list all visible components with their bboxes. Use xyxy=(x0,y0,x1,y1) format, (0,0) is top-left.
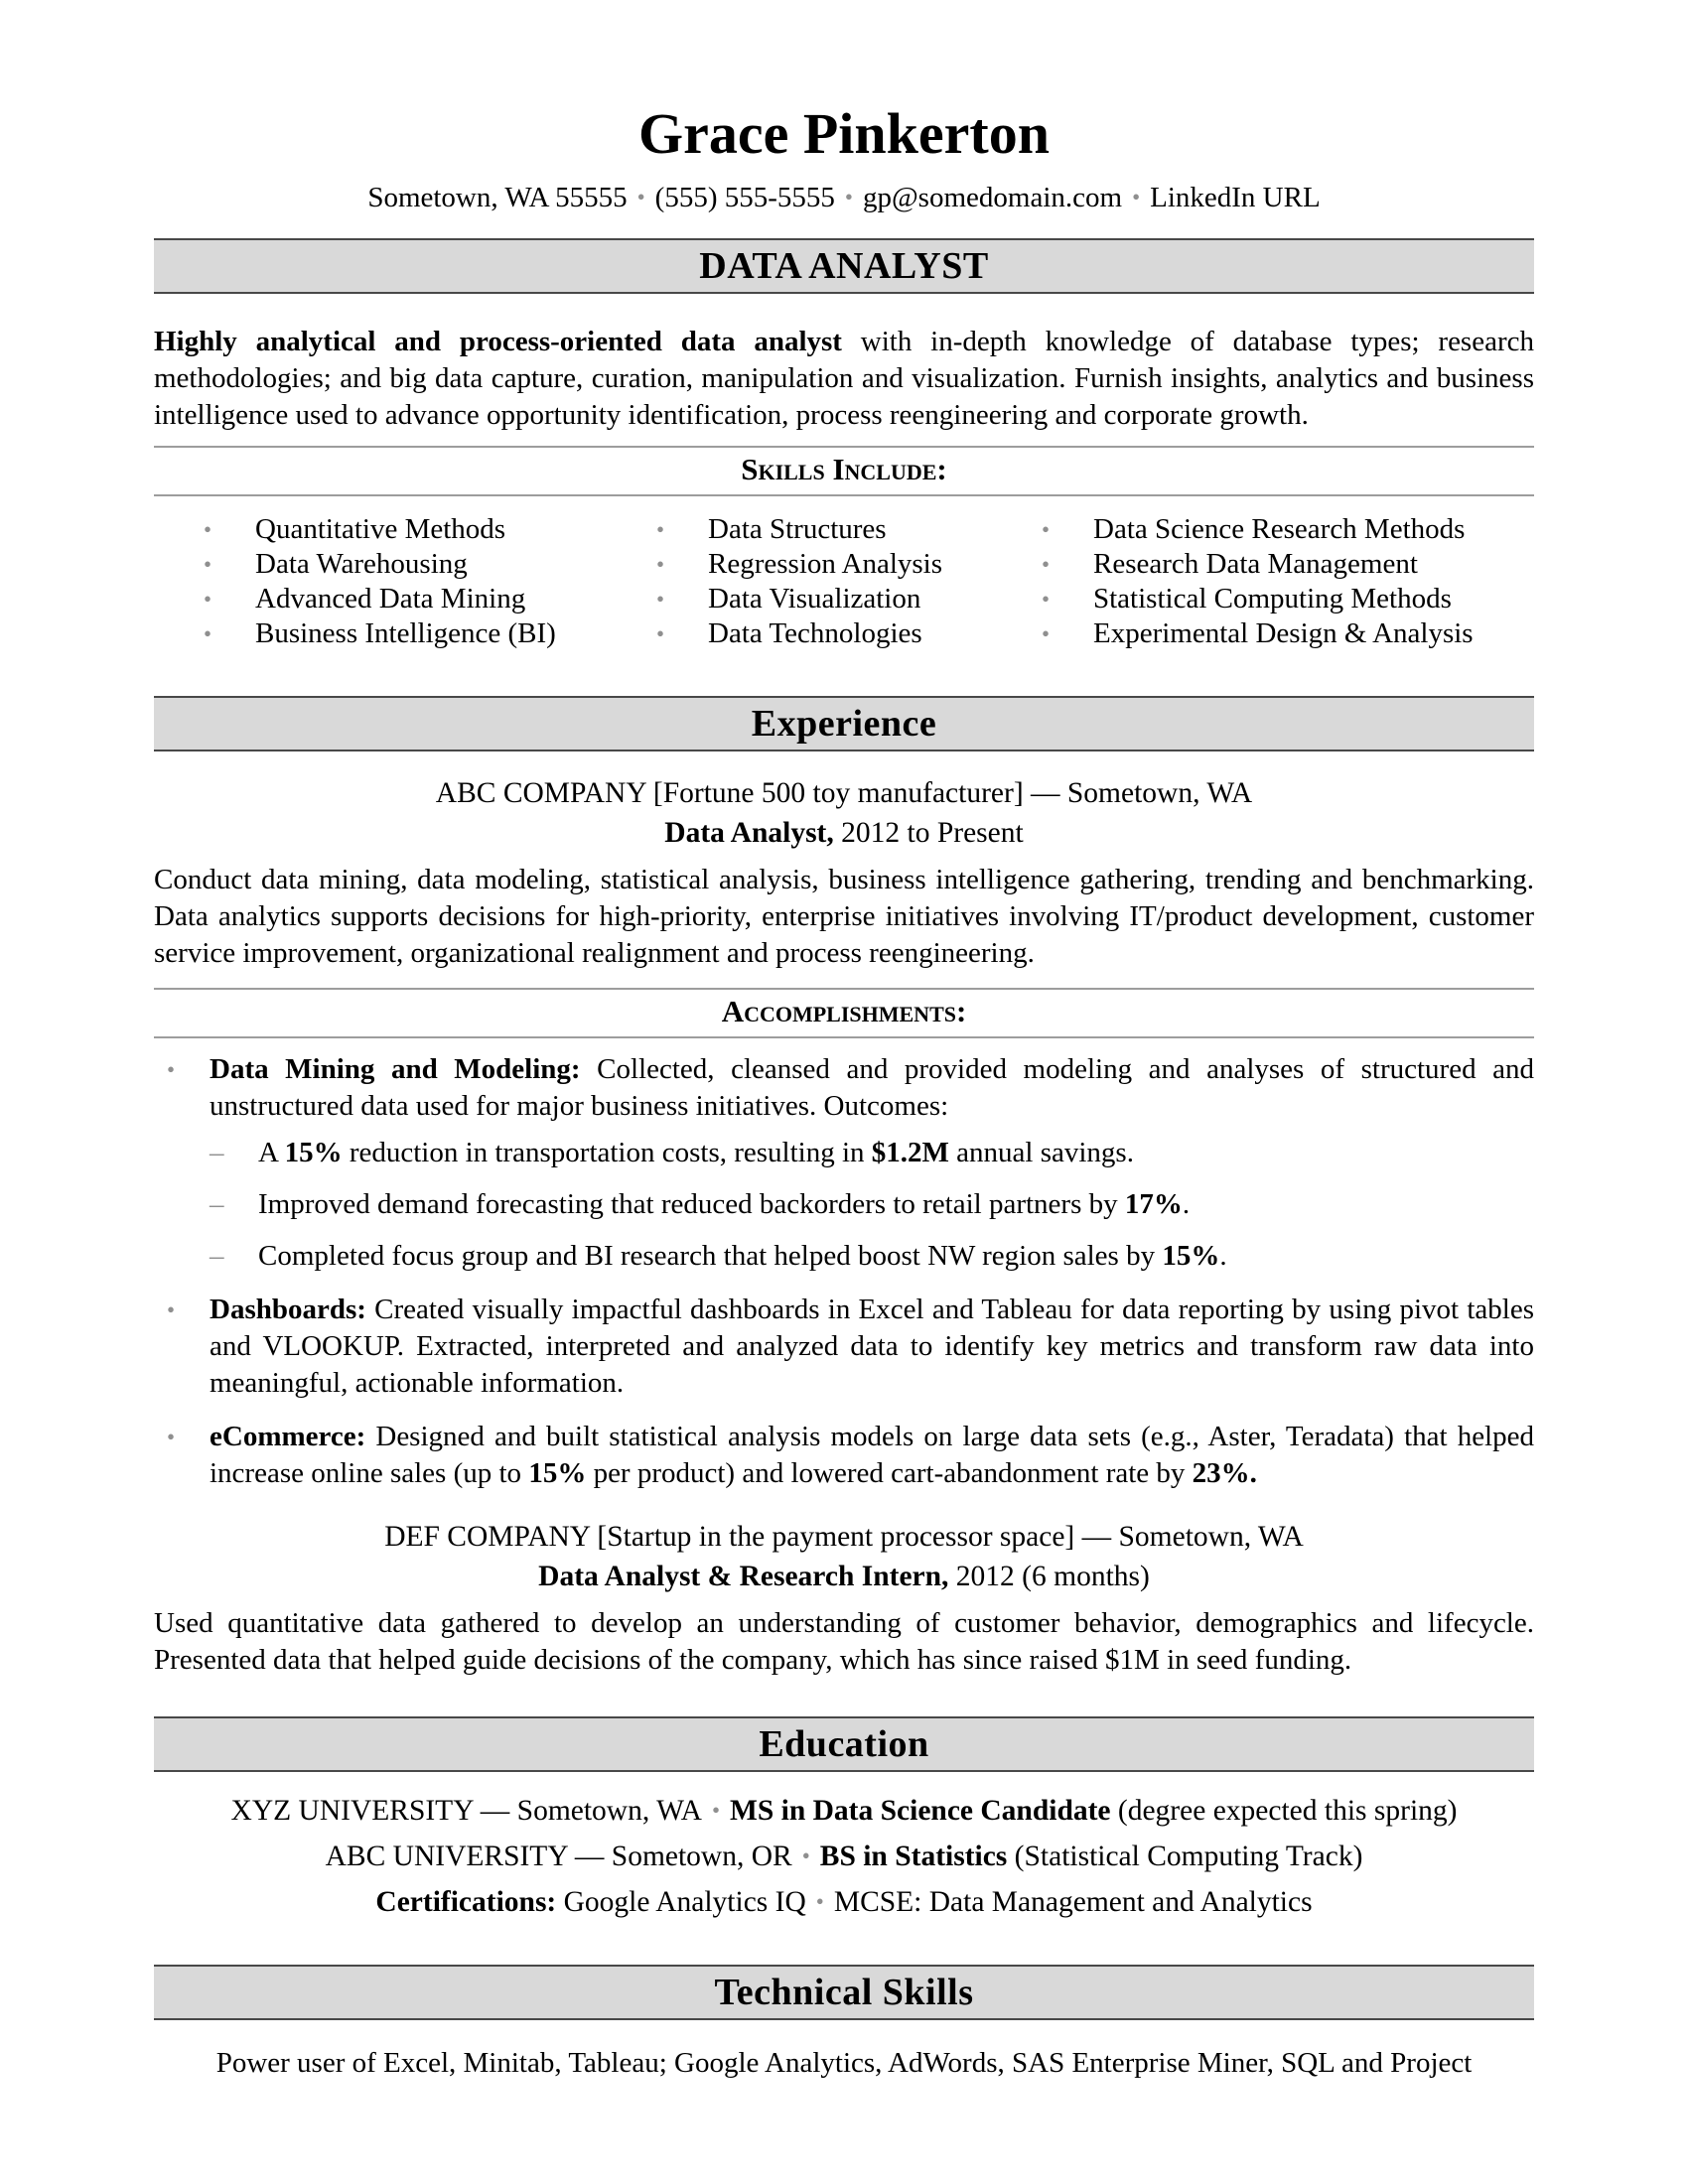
education-row xyxy=(154,1788,1534,1834)
bullet-icon: • xyxy=(204,587,212,612)
education-degree: BS in Statistics xyxy=(819,1841,1008,1872)
section-banner-data-analyst xyxy=(154,238,1534,294)
contact-line xyxy=(154,178,1534,217)
job1-dates: 2012 to Present xyxy=(833,817,1024,849)
job2-dates: 2012 (6 months) xyxy=(948,1561,1150,1592)
skill-label: Data Technologies xyxy=(708,617,922,649)
certifications-row xyxy=(154,1879,1534,1925)
text-run: Improved demand forecasting that reduced backorders to retail partners by xyxy=(258,1188,1125,1220)
certification-item: MCSE: Data Management and Analytics xyxy=(833,1886,1313,1918)
education-row xyxy=(154,1834,1534,1879)
accomplishments-list xyxy=(154,1051,1534,1492)
bullet-icon: • xyxy=(204,621,212,646)
text-run: . xyxy=(1219,1240,1227,1272)
bullet-icon: • xyxy=(1042,587,1051,612)
job2-company-line: DEF COMPANY [Startup in the payment processor space] — Sometown, WA xyxy=(384,1521,1304,1553)
skill-label: Business Intelligence (BI) xyxy=(255,617,556,649)
section-banner-technical-skills xyxy=(154,1965,1534,2020)
accomplishment-lead: eCommerce: xyxy=(210,1421,366,1452)
sub-bullet-text xyxy=(258,1186,1534,1223)
job2-title: Data Analyst & Research Intern, xyxy=(538,1561,949,1592)
job2-title-line xyxy=(154,1558,1534,1595)
accomplishments-heading: Accomplishments: xyxy=(154,988,1534,1038)
banner-label: Education xyxy=(759,1723,929,1765)
bullet-icon: • xyxy=(656,552,665,577)
job2-description: Used quantitative data gathered to develop an understanding of customer behavior, demographics and lifecycle. Presented data that helped guide decisions of the company, which has since raised $1M in seed funding. xyxy=(154,1607,1534,1676)
skill-label: Statistical Computing Methods xyxy=(1093,583,1452,614)
skill-item xyxy=(204,547,656,582)
dash-icon: – xyxy=(210,1240,224,1272)
banner-label: Experience xyxy=(751,703,937,745)
accomplishment-item xyxy=(154,1292,1534,1402)
summary-paragraph xyxy=(154,324,1534,434)
skill-item xyxy=(656,616,1042,651)
technical-skills-text: Power user of Excel, Minitab, Tableau; Google Analytics, AdWords, SAS Enterprise Miner, SQL and Project xyxy=(215,2047,1473,2079)
bullet-icon: • xyxy=(1042,621,1051,646)
text-run: reduction in transportation costs, resulting in xyxy=(342,1137,872,1168)
bullet-icon: • xyxy=(1042,517,1051,542)
accomplishment-rest: Collected, cleansed and provided modeling and analyses of structured and unstructured data used for major business initiatives. Outcomes: xyxy=(210,1053,1534,1122)
text-run-bold: 17% xyxy=(1124,1188,1183,1220)
contact-location: Sometown, WA 55555 xyxy=(367,182,628,213)
certification-item: Google Analytics IQ xyxy=(556,1886,806,1918)
education-school: XYZ UNIVERSITY — Sometown, WA xyxy=(230,1795,702,1827)
education-note: (Statistical Computing Track) xyxy=(1007,1841,1363,1872)
skill-label: Experimental Design & Analysis xyxy=(1093,617,1474,649)
skill-label: Data Science Research Methods xyxy=(1093,513,1466,545)
sub-bullet-item xyxy=(210,1186,1534,1223)
skill-label: Data Warehousing xyxy=(255,548,468,580)
accomplishment-lead: Dashboards: xyxy=(210,1294,366,1325)
bullet-icon: • xyxy=(656,587,665,612)
skill-label: Research Data Management xyxy=(1093,548,1418,580)
contact-linkedin: LinkedIn URL xyxy=(1150,182,1321,213)
skills-grid xyxy=(154,512,1534,651)
skill-item xyxy=(1042,547,1534,582)
skills-column-1 xyxy=(204,512,656,651)
sub-bullet-item xyxy=(210,1238,1534,1275)
skill-item xyxy=(1042,512,1534,547)
accomplishment-item xyxy=(154,1419,1534,1492)
certifications-lead: Certifications: xyxy=(375,1886,557,1918)
job1-description: Conduct data mining, data modeling, statistical analysis, business intelligence gathering, trending and benchmarking. Data analytics supports decisions for high-priority, enterprise initiatives involving IT/product development, customer service improvement, organizational realignment and process reengineering. xyxy=(154,864,1534,969)
education-block xyxy=(154,1788,1534,1925)
skill-label: Quantitative Methods xyxy=(255,513,506,545)
dot-separator-icon: • xyxy=(636,185,645,209)
text-run-bold: 15% xyxy=(284,1137,343,1168)
text-run: A xyxy=(258,1137,285,1168)
bullet-icon: • xyxy=(204,517,212,542)
dot-separator-icon: • xyxy=(844,185,853,209)
skill-item xyxy=(656,547,1042,582)
skills-include-heading: Skills Include: xyxy=(154,446,1534,496)
education-note: (degree expected this spring) xyxy=(1110,1795,1458,1827)
skills-column-2 xyxy=(656,512,1042,651)
skill-item xyxy=(204,582,656,616)
summary-rest: with in-depth knowledge of database types; research methodologies; and big data capture, curation, manipulation and visualization. Furnish insights, analytics and business intelligence used to advance opportunity identification, process reengineering and corporate growth. xyxy=(154,326,1534,431)
sub-bullet-text xyxy=(258,1238,1534,1275)
skill-item xyxy=(204,512,656,547)
skill-label: Regression Analysis xyxy=(708,548,943,580)
bullet-icon: • xyxy=(656,517,665,542)
sub-bullet-item xyxy=(210,1135,1534,1171)
bullet-icon: • xyxy=(167,1425,176,1449)
dot-separator-icon: • xyxy=(1132,185,1141,209)
text-run-bold: 15% xyxy=(528,1457,587,1489)
dot-separator-icon: • xyxy=(801,1843,810,1868)
skill-item xyxy=(204,616,656,651)
dot-separator-icon: • xyxy=(711,1798,721,1823)
job1-title-line xyxy=(154,814,1534,852)
accomplishment-item xyxy=(154,1051,1534,1275)
text-run: Completed focus group and BI research that helped boost NW region sales by xyxy=(258,1240,1163,1272)
skill-item xyxy=(1042,582,1534,616)
accomplishment-rest: Created visually impactful dashboards in Excel and Tableau for data reporting by using pivot tables and VLOOKUP. Extracted, interpreted and analyzed data to identify key metrics and transform raw data into meaningful, actionable information. xyxy=(210,1294,1534,1399)
skill-label: Data Structures xyxy=(708,513,887,545)
dash-icon: – xyxy=(210,1137,224,1168)
bullet-icon: • xyxy=(167,1057,176,1082)
contact-phone: (555) 555-5555 xyxy=(654,182,835,213)
bullet-icon: • xyxy=(167,1297,176,1322)
candidate-name: Grace Pinkerton xyxy=(638,101,1050,166)
skills-column-3 xyxy=(1042,512,1534,651)
banner-label: Technical Skills xyxy=(714,1972,974,2013)
dash-icon: – xyxy=(210,1188,224,1220)
sub-bullet-list xyxy=(210,1135,1534,1275)
job1-company-line: ABC COMPANY [Fortune 500 toy manufacturer] — Sometown, WA xyxy=(435,777,1253,809)
banner-label: DATA ANALYST xyxy=(699,245,989,287)
sub-bullet-text xyxy=(258,1135,1534,1171)
accomplishment-body xyxy=(210,1292,1534,1402)
text-run: annual savings. xyxy=(948,1137,1134,1168)
job1-title: Data Analyst, xyxy=(664,817,834,849)
text-run: per product) and lowered cart-abandonment rate by xyxy=(586,1457,1193,1489)
summary-lead: Highly analytical and process-oriented data analyst xyxy=(154,326,842,357)
bullet-icon: • xyxy=(1042,552,1051,577)
text-run: . xyxy=(1182,1188,1191,1220)
text-run: Designed and built statistical analysis models on large data sets (e.g., Aster, Teradata) that helped increase online sales (up to xyxy=(210,1421,1534,1489)
education-degree: MS in Data Science Candidate xyxy=(730,1795,1111,1827)
section-banner-experience xyxy=(154,696,1534,751)
accomplishment-lead: Data Mining and Modeling: xyxy=(210,1053,581,1085)
section-banner-education xyxy=(154,1716,1534,1772)
bullet-icon: • xyxy=(656,621,665,646)
dot-separator-icon: • xyxy=(815,1889,824,1914)
accomplishment-body xyxy=(210,1419,1534,1492)
skill-label: Data Visualization xyxy=(708,583,921,614)
accomplishment-body xyxy=(210,1051,1534,1275)
skill-label: Advanced Data Mining xyxy=(255,583,526,614)
text-run-bold: 15% xyxy=(1162,1240,1220,1272)
contact-email: gp@somedomain.com xyxy=(862,182,1123,213)
skill-item xyxy=(656,512,1042,547)
text-run-bold: $1.2M xyxy=(871,1137,949,1168)
skill-item xyxy=(656,582,1042,616)
skill-item xyxy=(1042,616,1534,651)
bullet-icon: • xyxy=(204,552,212,577)
text-run-bold: 23%. xyxy=(1192,1457,1257,1489)
education-school: ABC UNIVERSITY — Sometown, OR xyxy=(325,1841,792,1872)
